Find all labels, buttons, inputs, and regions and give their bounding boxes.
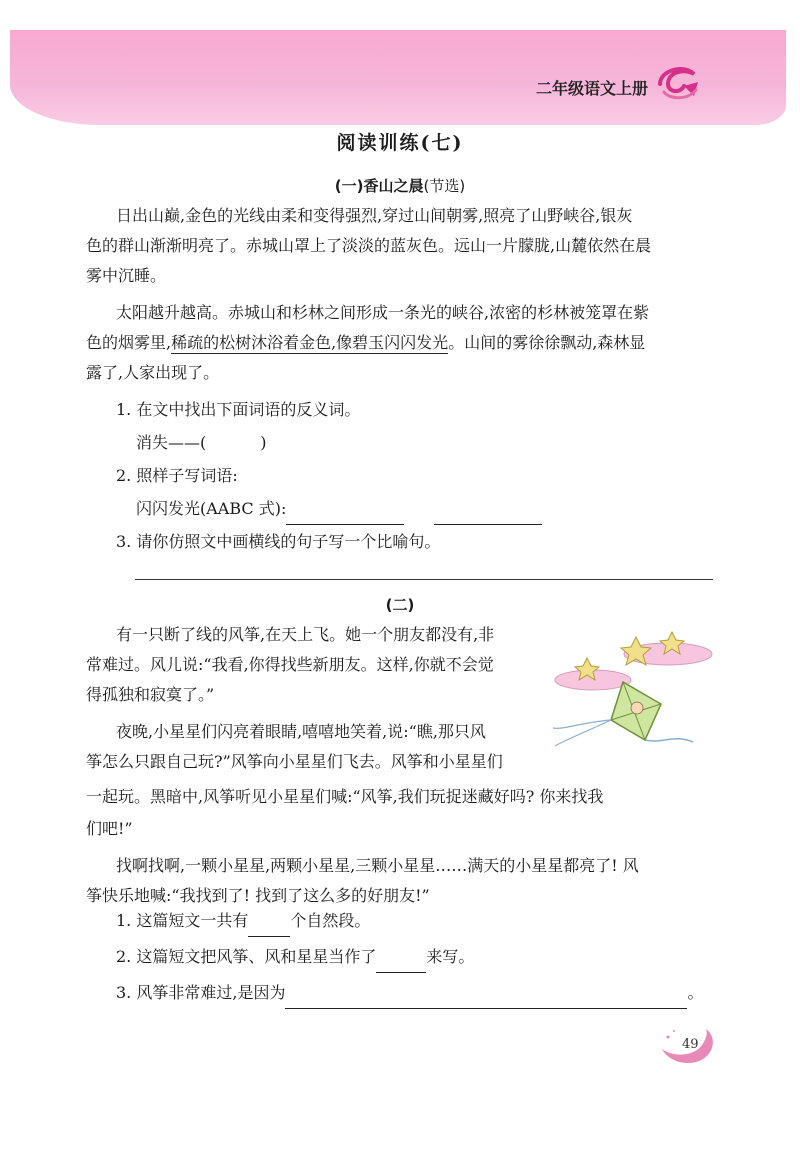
paragraph-count-blank[interactable] — [248, 906, 290, 937]
answer-blank-1[interactable] — [286, 494, 404, 525]
question-text: 1. 这篇短文一共有 — [116, 911, 249, 930]
word-pattern-question — [136, 494, 542, 525]
question-3: 3. 请你仿照文中画横线的句子写一个比喻句。 — [116, 532, 441, 551]
answer-line[interactable] — [135, 579, 713, 580]
swirl-logo-icon — [654, 62, 702, 102]
reason-blank[interactable] — [285, 978, 687, 1009]
paragraph-line: 露了,人家出现了。 — [86, 363, 220, 382]
question-text: 。 — [687, 983, 704, 1002]
question-text: 来写。 — [426, 947, 475, 966]
question-1: 1. 在文中找出下面词语的反义词。 — [116, 400, 361, 419]
section-title-1 — [0, 175, 800, 196]
paragraph-line: 夜晚,小星星们闪亮着眼睛,嘻嘻地笑着,说:“瞧,那只风 — [116, 722, 486, 741]
underlined-sentence: 稀疏的松树沐浴着金色,像碧玉闪闪发光 — [171, 333, 449, 352]
paragraph-line: 筝快乐地喊:“我找到了! 找到了这么多的好朋友!” — [86, 886, 430, 905]
question-2-1 — [116, 906, 370, 937]
page-title: 阅读训练(七) — [336, 132, 464, 154]
antonym-word: 消失——( — [136, 433, 207, 452]
question-text: 2. 这篇短文把风筝、风和星星当作了 — [116, 947, 377, 966]
paragraph-line: 一起玩。黑暗中,风筝听见小星星们喊:“风筝,我们玩捉迷藏好吗? 你来找我 — [86, 787, 604, 806]
text-segment: 色的烟雾里, — [86, 333, 172, 352]
paragraph-line — [86, 328, 645, 358]
answer-blank-2[interactable] — [434, 494, 542, 525]
antonym-question — [136, 428, 267, 458]
question-text: 个自然段。 — [290, 911, 371, 930]
paragraph-line: 太阳越升越高。赤城山和杉林之间形成一条光的峡谷,浓密的杉林被笼罩在紫 — [116, 303, 650, 322]
close-paren: ) — [260, 433, 267, 452]
paragraph-line: 找啊找啊,一颗小星星,两颗小星星,三颗小星星……满天的小星星都亮了! 风 — [116, 856, 639, 875]
text-segment: 。山间的雾徐徐飘动,森林显 — [448, 333, 646, 352]
paragraph-line: 有一只断了线的风筝,在天上飞。她一个朋友都没有,非 — [116, 625, 495, 644]
personification-blank[interactable] — [376, 942, 426, 973]
section-title-2: (二) — [385, 596, 415, 614]
page-number: 49 — [682, 1037, 699, 1052]
question-2-2 — [116, 942, 474, 973]
question-2-3 — [116, 978, 703, 1009]
book-title: 二年级语文上册 — [535, 79, 648, 98]
section-title-1-note: (节选) — [423, 177, 466, 195]
paragraph-line: 雾中沉睡。 — [86, 266, 167, 285]
paragraph-line: 筝怎么只跟自己玩?”风筝向小星星们飞去。风筝和小星星们 — [86, 752, 503, 771]
paragraph-line: 得孤独和寂寞了。” — [86, 685, 215, 704]
section-title-1-text: (一)香山之晨 — [334, 177, 424, 195]
pattern-example: 闪闪发光(AABC 式): — [136, 499, 287, 518]
paragraph-line: 日出山巅,金色的光线由柔和变得强烈,穿过山间朝雾,照亮了山野峡谷,银灰 — [116, 206, 633, 225]
paragraph-line: 们吧!” — [86, 819, 133, 838]
paragraph-line: 常难过。风儿说:“我看,你得找些新朋友。这样,你就不会觉 — [86, 655, 494, 674]
kite-stars-illustration — [553, 622, 715, 762]
paragraph-line: 色的群山渐渐明亮了。赤城山罩上了淡淡的蓝灰色。远山一片朦胧,山麓依然在晨 — [86, 236, 652, 255]
question-2: 2. 照样子写词语: — [116, 466, 238, 485]
question-text: 3. 风筝非常难过,是因为 — [116, 983, 286, 1002]
